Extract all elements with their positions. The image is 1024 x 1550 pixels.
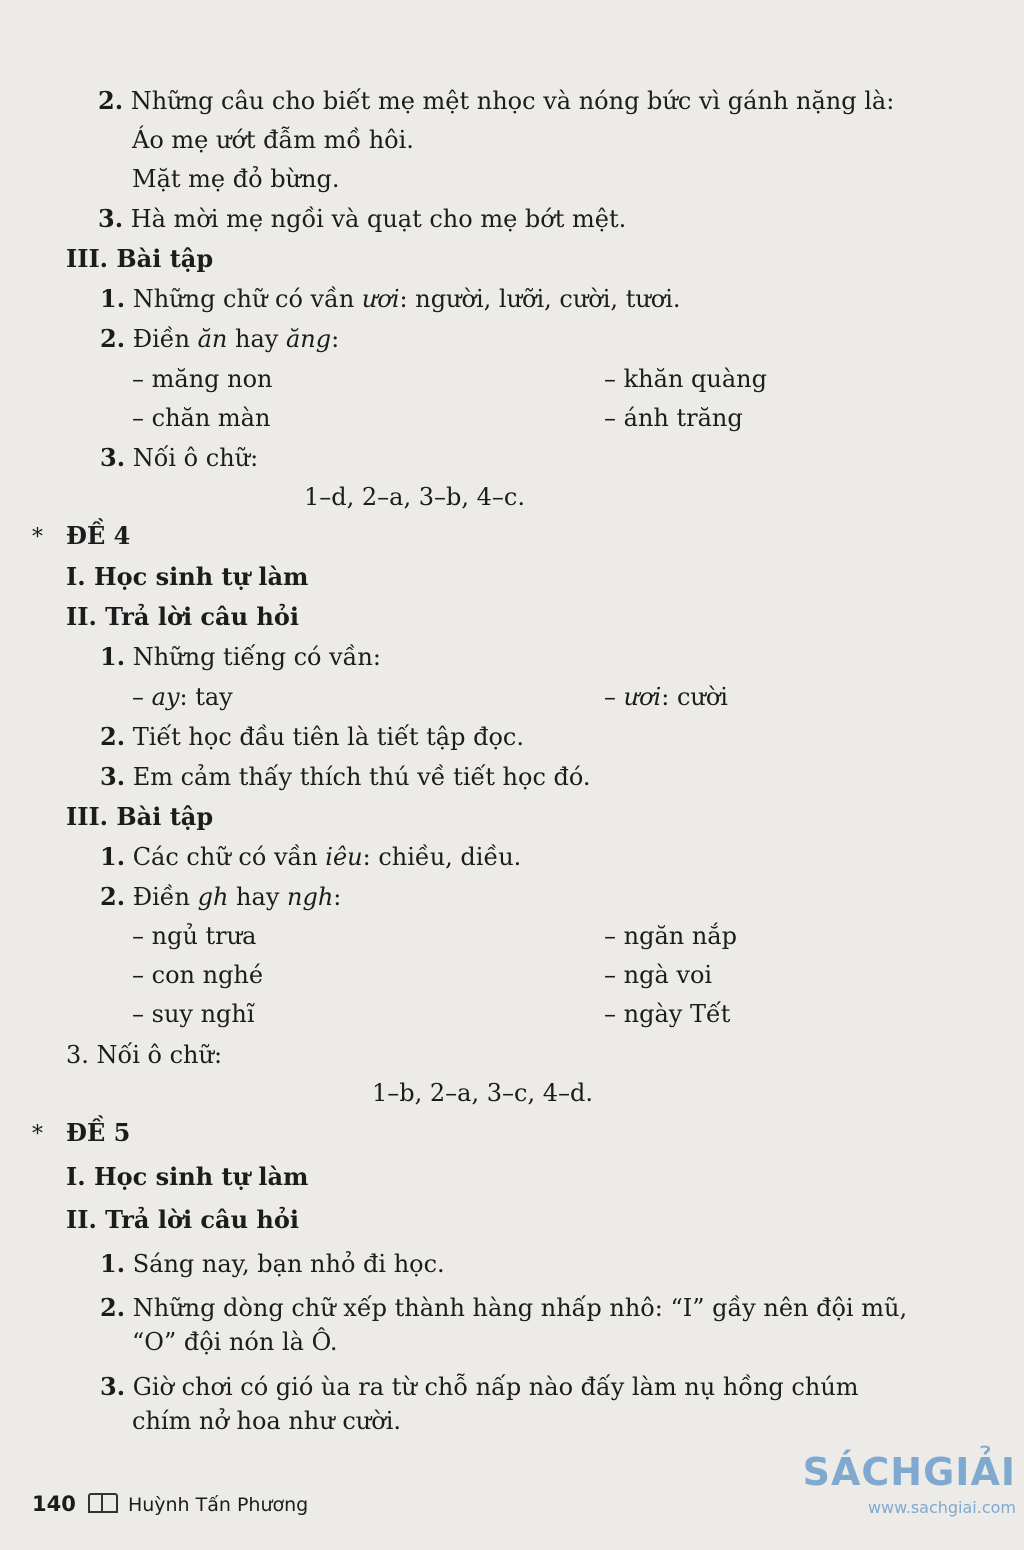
emphasis-text: ươi: [361, 285, 400, 313]
heading-text: II. Trả lời câu hỏi: [66, 602, 299, 631]
line-text: – khăn quàng: [604, 365, 767, 393]
author-name: Huỳnh Tấn Phương: [127, 1494, 309, 1516]
text-line: [98, 204, 626, 234]
text-line: [100, 882, 341, 912]
emphasis-text: ngh: [287, 883, 334, 911]
line-text: Em cảm thấy thích thú về tiết học đó.: [125, 763, 591, 791]
emphasis-text: ăn: [197, 325, 228, 353]
line-text: Điền: [125, 883, 198, 911]
item-number: 2.: [100, 882, 126, 911]
item-number: 2.: [98, 86, 124, 115]
line-text: Sáng nay, bạn nhỏ đi học.: [125, 1250, 445, 1278]
text-line: [100, 324, 339, 354]
text-line: [132, 682, 233, 712]
line-text: Những chữ có vần: [125, 285, 362, 313]
text-line: [132, 960, 263, 990]
text-line: [132, 403, 270, 433]
emphasis-text: ươi: [623, 683, 662, 711]
line-text: : chiều, diều.: [362, 843, 522, 871]
item-number: 1.: [100, 842, 126, 871]
item-number: 2.: [100, 722, 126, 751]
text-line: [100, 842, 521, 872]
text-line: [98, 86, 894, 116]
text-line: [66, 1040, 222, 1070]
line-text: hay: [227, 325, 286, 353]
line-text: –: [132, 683, 152, 711]
text-line: [132, 1327, 337, 1357]
emphasis-text: ay: [151, 683, 180, 711]
section-heading: [66, 1162, 308, 1192]
item-number: 3.: [98, 204, 124, 233]
line-text: Hà mời mẹ ngồi và quạt cho mẹ bớt mệt.: [123, 205, 627, 233]
line-text: Mặt mẹ đỏ bừng.: [132, 165, 340, 193]
line-text: – ánh trăng: [604, 404, 743, 432]
text-line: [304, 482, 525, 512]
line-text: – ngày Tết: [604, 1000, 731, 1028]
heading-text: III. Bài tập: [66, 802, 214, 831]
line-text: Điền: [125, 325, 198, 353]
line-text: hay: [228, 883, 288, 911]
watermark-url: www.sachgiai.com: [867, 1498, 1016, 1517]
text-line: [132, 364, 273, 394]
text-line: [604, 403, 743, 433]
emphasis-text: gh: [197, 883, 229, 911]
text-line: [100, 1249, 445, 1279]
line-text: 1–b, 2–a, 3–c, 4–d.: [372, 1079, 593, 1107]
item-number: 3.: [100, 762, 126, 791]
page-footer: [32, 1492, 308, 1516]
line-text: chím nở hoa như cười.: [132, 1407, 401, 1435]
text-line: [604, 960, 712, 990]
emphasis-text: ăng: [285, 325, 332, 353]
line-text: 1–d, 2–a, 3–b, 4–c.: [304, 483, 525, 511]
line-text: –: [604, 683, 624, 711]
line-text: : cười: [661, 683, 728, 711]
line-text: Những dòng chữ xếp thành hàng nhấp nhô: “I” gầy nên đội mũ,: [125, 1294, 908, 1322]
item-number: 1.: [100, 642, 126, 671]
text-line: [604, 682, 728, 712]
line-text: – con nghé: [132, 961, 264, 989]
line-text: – chăn màn: [132, 404, 271, 432]
line-text: Tiết học đầu tiên là tiết tập đọc.: [125, 723, 524, 751]
text-line: [372, 1078, 593, 1108]
heading-text: II. Trả lời câu hỏi: [66, 1205, 299, 1234]
heading-text: I. Học sinh tự làm: [66, 562, 309, 591]
heading-text: I. Học sinh tự làm: [66, 1162, 309, 1191]
section-heading: [66, 244, 213, 274]
section-heading: [32, 521, 130, 553]
text-line: [604, 921, 737, 951]
text-line: [132, 999, 255, 1029]
text-line: [604, 364, 767, 394]
section-heading: [32, 1118, 130, 1150]
text-line: [100, 762, 591, 792]
star-marker: *: [32, 525, 43, 550]
heading-text: ĐỀ 5: [66, 1118, 131, 1147]
line-text: Những tiếng có vần:: [125, 643, 381, 671]
line-text: – ngủ trưa: [132, 922, 257, 950]
heading-text: III. Bài tập: [66, 244, 214, 273]
item-number: 2.: [100, 1293, 126, 1322]
line-text: 3. Nối ô chữ:: [66, 1041, 223, 1069]
section-heading: [66, 562, 308, 592]
item-number: 1.: [100, 284, 126, 313]
emphasis-text: iêu: [325, 843, 363, 871]
book-icon: [88, 1493, 118, 1513]
text-line: [100, 443, 258, 473]
text-line: [100, 1372, 859, 1402]
section-heading: [66, 802, 213, 832]
item-number: 3.: [100, 443, 126, 472]
item-number: 1.: [100, 1249, 126, 1278]
line-text: : tay: [179, 683, 233, 711]
line-text: : người, lưỡi, cười, tươi.: [399, 285, 681, 313]
star-marker: *: [32, 1122, 43, 1147]
line-text: “O” đội nón là Ô.: [132, 1328, 338, 1356]
line-text: :: [331, 325, 340, 353]
text-line: [132, 164, 339, 194]
watermark: [803, 1450, 1016, 1517]
section-heading: [66, 602, 299, 632]
line-text: – suy nghĩ: [132, 1000, 255, 1028]
line-text: – ngà voi: [604, 961, 713, 989]
text-line: [100, 1293, 907, 1323]
text-line: [604, 999, 730, 1029]
line-text: Giờ chơi có gió ùa ra từ chỗ nấp nào đấy làm nụ hồng chúm: [125, 1373, 859, 1401]
section-heading: [66, 1205, 299, 1235]
line-text: Áo mẹ ướt đẫm mồ hôi.: [132, 126, 414, 154]
line-text: – ngăn nắp: [604, 922, 737, 950]
text-line: [132, 921, 256, 951]
line-text: – măng non: [132, 365, 273, 393]
heading-text: ĐỀ 4: [66, 521, 131, 550]
line-text: Các chữ có vần: [125, 843, 326, 871]
item-number: 3.: [100, 1372, 126, 1401]
text-line: [132, 125, 414, 155]
line-text: Những câu cho biết mẹ mệt nhọc và nóng bức vì gánh nặng là:: [123, 87, 895, 115]
text-line: [100, 722, 524, 752]
text-line: [100, 642, 381, 672]
item-number: 2.: [100, 324, 126, 353]
text-line: [132, 1406, 401, 1436]
line-text: Nối ô chữ:: [125, 444, 259, 472]
page-number: 140: [32, 1492, 76, 1516]
watermark-logo: SÁCHGIẢI: [802, 1450, 1016, 1494]
text-line: [100, 284, 681, 314]
line-text: :: [333, 883, 342, 911]
